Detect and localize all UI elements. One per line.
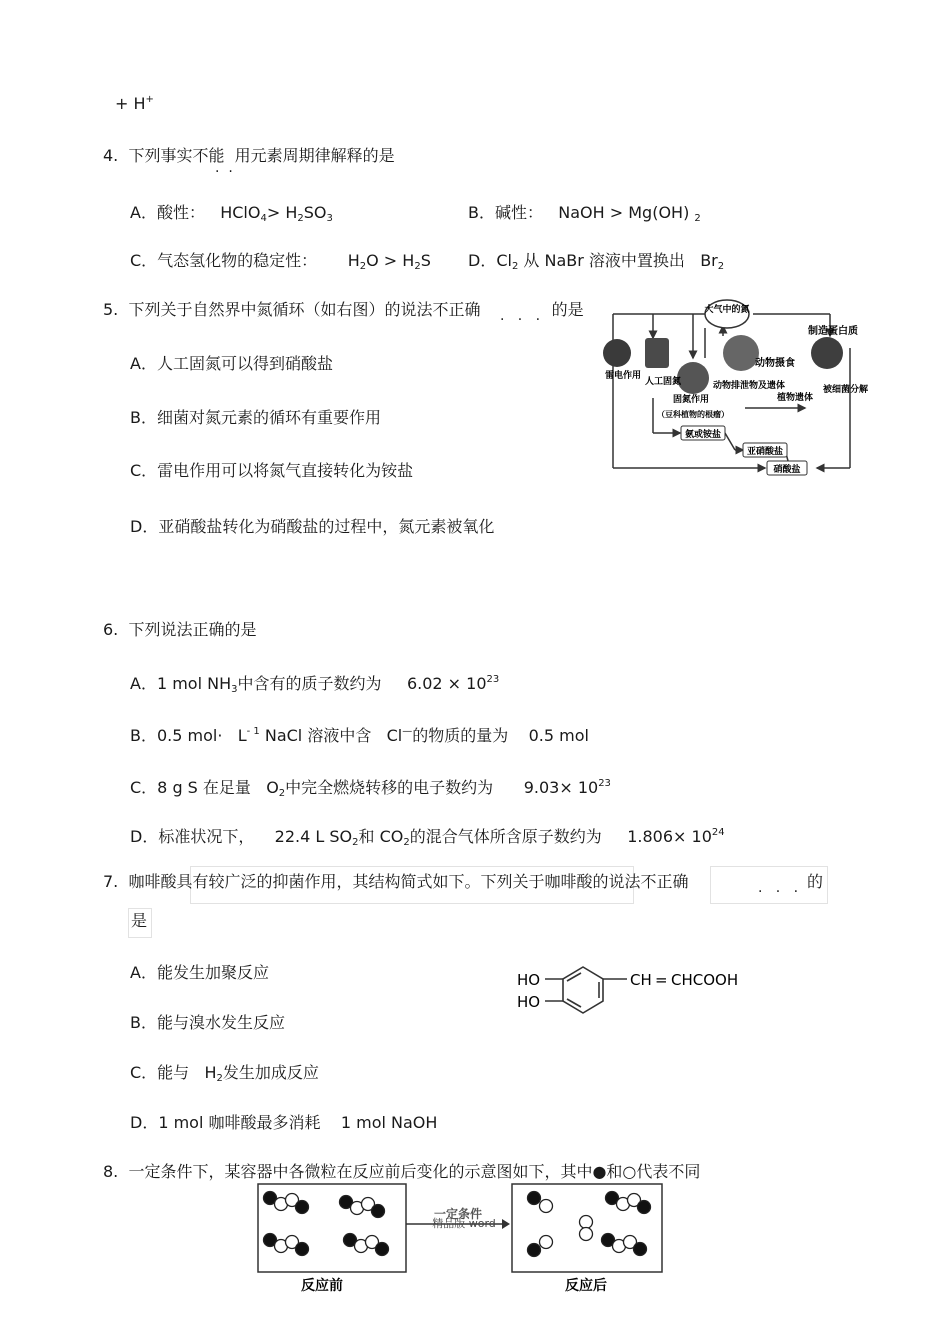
legume-label: （豆科植物的根瘤） (657, 410, 729, 419)
q5-option-a: A．人工固氮可以得到硝酸盐 (130, 354, 333, 373)
q7-option-b: B．能与溴水发生反应 (130, 1013, 285, 1032)
q5-option-d: D．亚硝酸盐转化为硝酸盐的过程中，氮元素被氧化 (130, 517, 495, 536)
q6-option-d: D．标准状况下， 22.4 L $SO_2$和 $CO_2$的混合气体所含原子数约为 $1.806\times 10^{24}$ (130, 827, 725, 848)
q7-stem-end: 的 (807, 872, 824, 891)
black-atom (296, 1201, 309, 1214)
hydroxyl-label-2: HO (517, 993, 541, 1011)
artificial-label: 人工固氮 (645, 377, 682, 387)
benzene-ring (563, 967, 603, 1013)
q7-option-a: A．能发生加聚反应 (130, 963, 269, 982)
side-chain-cooh: CHCOOH (671, 971, 739, 989)
fixation-label: 固氮作用 (673, 395, 710, 405)
reaction-diagram (250, 1180, 670, 1300)
q4-option-b: B．碱性： NaOH > Mg(OH) $_2$ (468, 203, 701, 224)
atmosphere-label: 大气中的氮 (704, 305, 750, 315)
nitrate-box: 硝酸盐 (773, 465, 801, 475)
white-atom (580, 1228, 593, 1241)
q7-option-d: D．1 mol 咖啡酸最多消耗 1 mol NaOH (130, 1113, 438, 1132)
q6-option-c: C．8 g S 在足量 $O_2$中完全燃烧转移的电子数约为 $9.03\times 10^{23}$ (130, 778, 611, 799)
animal-intake-label: 动物摄食 (755, 358, 795, 369)
q5-option-b: B．细菌对氮元素的循环有重要作用 (130, 408, 381, 427)
q4-option-c: C．气态氢化物的稳定性： $H_2O > H_2S$ (130, 251, 431, 272)
q6-option-a: A．1 mol $NH_3$中含有的质子数约为 $6.02 \times 10^{23}$ (130, 674, 500, 695)
q7-option-c: C．能与 $H_2$发生加成反应 (130, 1063, 319, 1084)
factory-image (645, 338, 669, 368)
black-atom (634, 1243, 647, 1256)
bacteria-image (811, 337, 843, 369)
ammonium-box: 氨或铵盐 (684, 430, 722, 440)
black-atom (528, 1192, 541, 1205)
black-atom (376, 1243, 389, 1256)
q6-stem: 6. 下列说法正确的是 (103, 620, 257, 639)
q4-stem: 4. 下列事实不能 用元素周期律解释的是 (103, 146, 395, 165)
nitrite-box: 亚硝酸盐 (746, 447, 784, 457)
q8-stem: 8. 一定条件下，某容器中各微粒在反应前后变化的示意图如下，其中●和○代表不同 (103, 1162, 701, 1181)
side-chain-ch: CH (630, 971, 652, 989)
q4-option-d: D．$Cl_2$ 从 NaBr 溶液中置换出 $Br_2$ (468, 251, 725, 272)
black-atom (528, 1244, 541, 1257)
arrow-label: 一定条件 (433, 1207, 483, 1221)
white-atom (580, 1216, 593, 1229)
watermark: 精品版 word (432, 1217, 496, 1230)
protein-label: 制造蛋白质 (808, 326, 858, 337)
emphasis-dot: · · (215, 164, 233, 180)
emphasis-dot: · · · (758, 884, 799, 900)
q7-stem: 7. 咖啡酸具有较广泛的抑菌作用，其结构简式如下。下列关于咖啡酸的说法不正确 (103, 872, 689, 891)
q6-option-b: B．0.5 mol· $L^{- 1}$ NaCl 溶液中含 Cl—的物质的量为 0.5 mol (130, 726, 589, 745)
q7-stem-continued: 是 (131, 911, 148, 930)
before-label: 反应前 (301, 1278, 343, 1294)
legume-image (677, 362, 709, 394)
black-atom (638, 1201, 651, 1214)
plant-remains-label: 植物遗体 (777, 393, 814, 403)
q5-stem: 5. 下列关于自然界中氮循环（如右图）的说法不正确 的是 (103, 300, 584, 319)
nitrogen-cycle-diagram (605, 298, 869, 478)
prev-question-tail: + H+ (115, 94, 154, 113)
q5-option-c: C．雷电作用可以将氮气直接转化为铵盐 (130, 461, 414, 480)
double-bond: = (655, 971, 668, 989)
lightning-label: 雷电作用 (605, 371, 642, 381)
q4-option-a: A．酸性： HClO$_4$> $H_2SO_3$ (130, 203, 333, 224)
black-atom (296, 1243, 309, 1256)
animal-image (723, 335, 759, 371)
lightning-image (603, 339, 631, 367)
emphasis-dot: · · · (500, 312, 541, 328)
after-label: 反应后 (565, 1278, 607, 1294)
excreta-label: 动物排泄物及遗体 (713, 381, 786, 391)
bacteria-label: 被细菌分解 (823, 385, 869, 395)
white-atom (540, 1236, 553, 1249)
white-atom (540, 1200, 553, 1213)
black-atom (372, 1205, 385, 1218)
caffeic-acid-structure (515, 955, 765, 1025)
hydroxyl-label-1: HO (517, 971, 541, 989)
